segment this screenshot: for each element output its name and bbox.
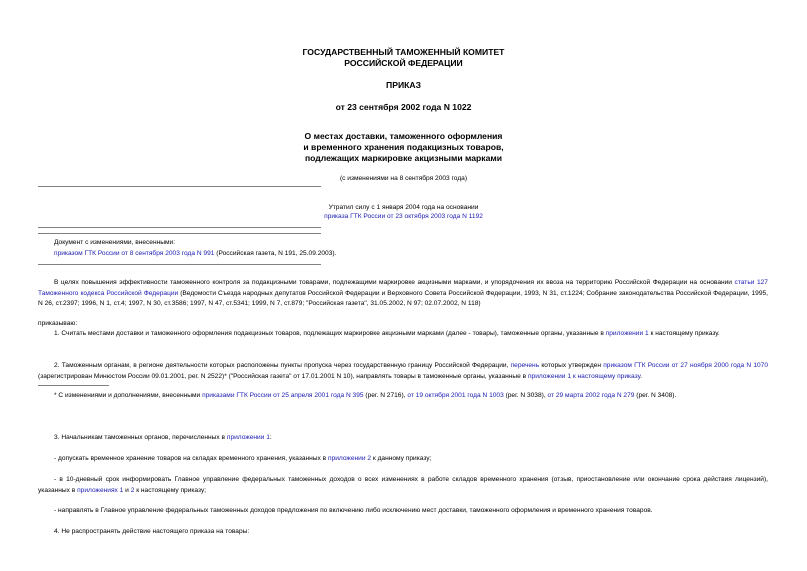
footnote: * С изменениями и дополнениями, внесенными приказами ГТК России от 25 апреля 2001 года N 395 (рег. N 2716), от 19 октября 2001 года N 1003 (рег. N 3038), от 29 марта 2002 года N 279 (рег. N 3408).: [54, 392, 677, 399]
appendices-1-link[interactable]: приложениях 1: [77, 486, 124, 494]
changes-label: Документ с изменениями, внесенными:: [54, 239, 176, 246]
divider: [38, 233, 321, 234]
appendix-1-order-link[interactable]: приложении 1 к настоящему приказу: [527, 372, 641, 380]
item-4: 4. Не распространять действие настоящего приказа на товары:: [54, 528, 250, 535]
tk-article-link[interactable]: статьи 127 Таможенного кодекса Российской Федерации: [38, 279, 768, 297]
appendix-1-link[interactable]: приложении 1: [605, 330, 649, 337]
item-3b: - в 10-дневный срок информировать Главное управление федеральных таможенных доходов о всех изменениях в работе складов временного хранения (отзыв, приостановление или окончание срока действия лицензий), указанных в приложениях 1 и 2 к настоящему приказу;: [38, 476, 768, 494]
divider: [38, 264, 321, 265]
footnote-divider: [38, 385, 109, 386]
doc-title-line1: О местах доставки, таможенного оформления: [304, 131, 503, 141]
appendix-1-link-2[interactable]: приложении 1: [226, 434, 270, 441]
item-3: 3. Начальникам таможенных органов, перечисленных в приложении 1:: [54, 434, 272, 441]
order-1070-link[interactable]: приказом ГТК России от 27 ноября 2000 года N 1070: [603, 362, 768, 369]
doc-type: ПРИКАЗ: [386, 80, 421, 90]
order-1003-link[interactable]: от 19 октября 2001 года N 1003: [407, 392, 504, 399]
doc-date: от 23 сентября 2002 года N 1022: [335, 102, 472, 112]
item-1: 1. Считать местами доставки и таможенного оформления подакцизных товаров, подлежащих маркировке акцизными марками (далее - товары), таможенные органы, указанные в приложении 1 к настоящему приказу.: [54, 330, 720, 337]
divider: [38, 186, 321, 187]
status-link-wrap: [0, 212, 807, 221]
appendix-2-link[interactable]: приложении 2: [328, 455, 372, 462]
changes-tail: (Российская газета, N 191, 25.09.2003).: [214, 250, 337, 257]
order-279-link[interactable]: от 29 марта 2002 года N 279: [547, 392, 635, 399]
item-3a: - допускать временное хранение товаров на складах временного хранения, указанных в приложении 2 к данному приказу;: [54, 455, 432, 462]
org-name-line2: РОССИЙСКОЙ ФЕДЕРАЦИИ: [344, 58, 463, 68]
appendix-2-link-2[interactable]: 2: [130, 486, 135, 494]
order-word: приказываю:: [38, 320, 78, 327]
changes-link[interactable]: приказом ГТК России от 8 сентября 2003 года N 991: [54, 250, 215, 257]
status-text: Утратил силу с 1 января 2004 года на основании: [328, 204, 479, 211]
item-3c: - направлять в Главное управление федеральных таможенных доходов предложения по включению либо исключению мест доставки, таможенного оформления и временного хранения товаров.: [54, 507, 653, 514]
amendment-note: (с изменениями на 8 сентября 2003 года): [339, 175, 468, 182]
order-395-link[interactable]: приказами ГТК России от 25 апреля 2001 года N 395: [202, 392, 364, 399]
org-name-line1: ГОСУДАРСТВЕННЫЙ ТАМОЖЕННЫЙ КОМИТЕТ: [302, 47, 505, 57]
changes-entry: [54, 249, 336, 258]
status-link[interactable]: приказа ГТК России от 23 октября 2003 года N 1192: [324, 213, 483, 220]
list-link[interactable]: перечень: [510, 362, 540, 369]
preamble-paragraph: В целях повышения эффективности таможенного контроля за подакцизными товарами, подлежащими маркировке акцизными марками, и упорядочения их ввоза на территорию Российской Федерации на основании статьи 127 Таможенного кодекса Российской Федерации (Ведомости Съезда народных депутатов Российской Федерации и Верховного Совета Российской Федерации, 1993, N 31, ст.1224; Собрание законодательства Российской Федерации, 1995, N 26, ст.2397; 1996, N 1, ст.4; 1997, N 30, ст.3586; 1997, N 47, ст.5341; 1999, N 7, ст.879; "Российская газета", 31.05.2002, N 97; 02.07.2002, N 118): [38, 279, 768, 307]
item-2: 2. Таможенным органам, в регионе деятельности которых расположены пункты пропуска через государственную границу Российской Федерации, перечень которых утвержден приказом ГТК России от 27 ноября 2000 года N 1070 (зарегистрирован Минюстом России 09.01.2001, рег. N 2522)* ("Российская газета" от 17.01.2001 N 10), направлять товары в таможенные органы, указанные в приложении 1 к настоящему приказу.: [38, 362, 768, 380]
doc-title-line3: подлежащих маркировке акцизными марками: [304, 153, 503, 163]
divider: [38, 227, 321, 228]
doc-title-line2: и временного хранения подакцизных товаров,: [303, 142, 504, 152]
